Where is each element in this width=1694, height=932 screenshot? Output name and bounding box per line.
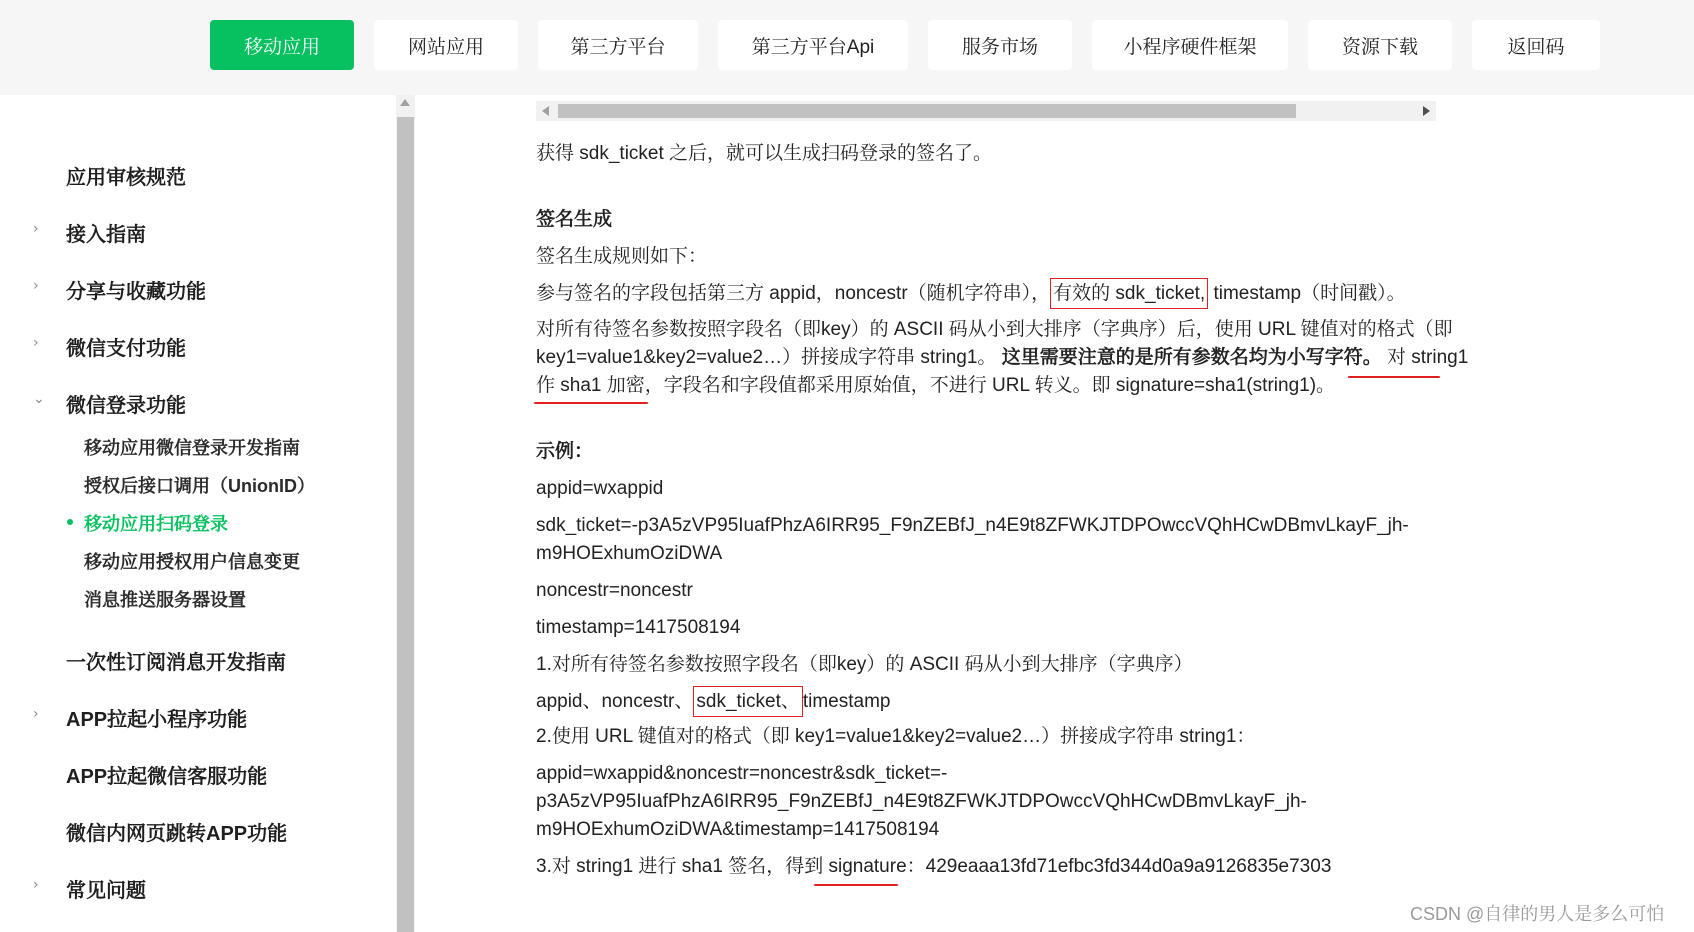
sidebar-item-customer-service[interactable]: APP拉起微信客服功能: [66, 766, 268, 788]
scroll-right-arrow-icon[interactable]: [1423, 106, 1430, 116]
sorted-fields: [536, 688, 891, 716]
chevron-right-icon[interactable]: ›: [33, 278, 39, 294]
chevron-right-icon[interactable]: ›: [33, 335, 39, 351]
chevron-right-icon[interactable]: ›: [33, 877, 39, 893]
sidebar-item-faq[interactable]: 常见问题: [66, 880, 146, 902]
highlight-box-sdk-ticket: sdk_ticket、: [693, 686, 802, 717]
signature-label: signature：: [828, 856, 926, 877]
code-horizontal-scrollbar[interactable]: [536, 101, 1436, 121]
rule-paragraph-line3: 作 sha1 加密，字段名和字段值都采用原始值，不进行 URL 转义。即 signature=sha1(string1)。: [536, 375, 1336, 396]
example-timestamp: timestamp=1417508194: [536, 617, 741, 638]
sidebar: [0, 95, 396, 932]
sorted-text-a: appid、noncestr、: [536, 691, 694, 712]
scroll-left-arrow-icon[interactable]: [542, 106, 549, 116]
scroll-up-arrow-icon[interactable]: [400, 99, 410, 106]
sidebar-item-review-rules[interactable]: 应用审核规范: [66, 167, 186, 189]
rule-text: key1=value1&key2=value2…）拼接成字符串 string1。: [536, 347, 997, 368]
sidebar-item-share-favorite[interactable]: 分享与收藏功能: [66, 281, 206, 303]
rule-paragraph-line1: 对所有待签名参数按照字段名（即key）的 ASCII 码从小到大排序（字典序）后，使用 URL 键值对的格式（即: [536, 319, 1453, 340]
sidebar-item-webpage-to-app[interactable]: 微信内网页跳转APP功能: [66, 823, 288, 845]
fields-text-a: 参与签名的字段包括第三方 appid，noncestr（随机字符串），: [536, 283, 1051, 304]
sidebar-subitem-qr-login[interactable]: 移动应用扫码登录: [84, 514, 228, 534]
sidebar-item-access-guide[interactable]: 接入指南: [66, 224, 146, 246]
example-heading: 示例：: [536, 441, 594, 462]
example-noncestr: noncestr=noncestr: [536, 580, 693, 601]
nav-resource-download[interactable]: 资源下载: [1308, 20, 1452, 70]
fields-text-b: timestamp（时间戳）。: [1208, 283, 1406, 304]
sidebar-item-launch-mini-program[interactable]: APP拉起小程序功能: [66, 709, 248, 731]
highlight-box-sdk-ticket: 有效的 sdk_ticket,: [1050, 278, 1208, 309]
handwritten-underline: [1348, 376, 1440, 378]
sidebar-subitem-push-server[interactable]: 消息推送服务器设置: [84, 590, 246, 610]
nav-mini-program-hardware[interactable]: 小程序硬件框架: [1092, 20, 1288, 70]
nav-third-party-platform[interactable]: 第三方平台: [538, 20, 698, 70]
rule-text-string1: 对 string1: [1381, 347, 1469, 368]
chevron-right-icon[interactable]: ›: [33, 706, 39, 722]
top-nav: [0, 0, 1694, 95]
sign-heading: 签名生成: [536, 209, 613, 230]
step1-text: 1.对所有待签名参数按照字段名（即key）的 ASCII 码从小到大排序（字典序）: [536, 654, 1193, 675]
chevron-down-icon[interactable]: ⌄: [33, 391, 45, 407]
rule-note-bold: 这里需要注意的是所有参数名均为小写字符。: [996, 347, 1382, 368]
sidebar-subitem-unionid[interactable]: 授权后接口调用（UnionID）: [84, 476, 315, 496]
sidebar-scrollbar[interactable]: [396, 95, 415, 932]
nav-service-market[interactable]: 服务市场: [928, 20, 1072, 70]
string1-line3: m9HOExhumOziDWA&timestamp=1417508194: [536, 819, 940, 840]
handwritten-underline: [814, 884, 898, 886]
watermark: CSDN @自律的男人是多么可怕: [1410, 904, 1665, 924]
step2-text: 2.使用 URL 键值对的格式（即 key1=value1&key2=value2…）拼接成字符串 string1：: [536, 726, 1256, 747]
rule-intro: 签名生成规则如下：: [536, 246, 708, 267]
nav-website-app[interactable]: 网站应用: [374, 20, 518, 70]
example-ticket-line1: sdk_ticket=-p3A5zVP95IuafPhzA6IRR95_F9nZEBfJ_n4E9t8ZFWKJTDPOwccVQhHCwDBmvLkayF_jh-: [536, 515, 1409, 536]
horizontal-scrollbar-thumb[interactable]: [558, 104, 1296, 118]
active-dot-icon: [67, 519, 73, 525]
nav-third-party-api[interactable]: 第三方平台Api: [718, 20, 908, 70]
intro-text: 获得 sdk_ticket 之后，就可以生成扫码登录的签名了。: [536, 143, 993, 164]
example-ticket-line2: m9HOExhumOziDWA: [536, 543, 723, 564]
string1-line1: appid=wxappid&noncestr=noncestr&sdk_ticket=-: [536, 763, 948, 784]
sidebar-item-wechat-login[interactable]: 微信登录功能: [66, 395, 186, 417]
sidebar-subitem-user-info-change[interactable]: 移动应用授权用户信息变更: [84, 552, 300, 572]
nav-mobile-app[interactable]: 移动应用: [210, 20, 354, 70]
handwritten-underline: [534, 402, 648, 404]
fields-paragraph: [536, 280, 1406, 308]
string1-line2: p3A5zVP95IuafPhzA6IRR95_F9nZEBfJ_n4E9t8ZFWKJTDPOwccVQhHCwDBmvLkayF_jh-: [536, 791, 1307, 812]
sidebar-item-subscribe-message[interactable]: 一次性订阅消息开发指南: [66, 652, 286, 674]
example-appid: appid=wxappid: [536, 478, 664, 499]
step3-text-a: 3.对 string1 进行 sha1 签名，得到: [536, 856, 829, 877]
signature-value: 429eaaa13fd71efbc3fd344d0a9a9126835e7303: [925, 856, 1332, 877]
sidebar-scrollbar-thumb[interactable]: [397, 117, 414, 932]
chevron-right-icon[interactable]: ›: [33, 221, 39, 237]
sidebar-subitem-login-dev-guide[interactable]: 移动应用微信登录开发指南: [84, 438, 300, 458]
step3-text: [536, 853, 1331, 881]
sidebar-item-wechat-pay[interactable]: 微信支付功能: [66, 338, 186, 360]
rule-paragraph-line2: [536, 344, 1468, 372]
nav-return-codes[interactable]: 返回码: [1472, 20, 1600, 70]
sorted-text-b: timestamp: [802, 691, 891, 712]
